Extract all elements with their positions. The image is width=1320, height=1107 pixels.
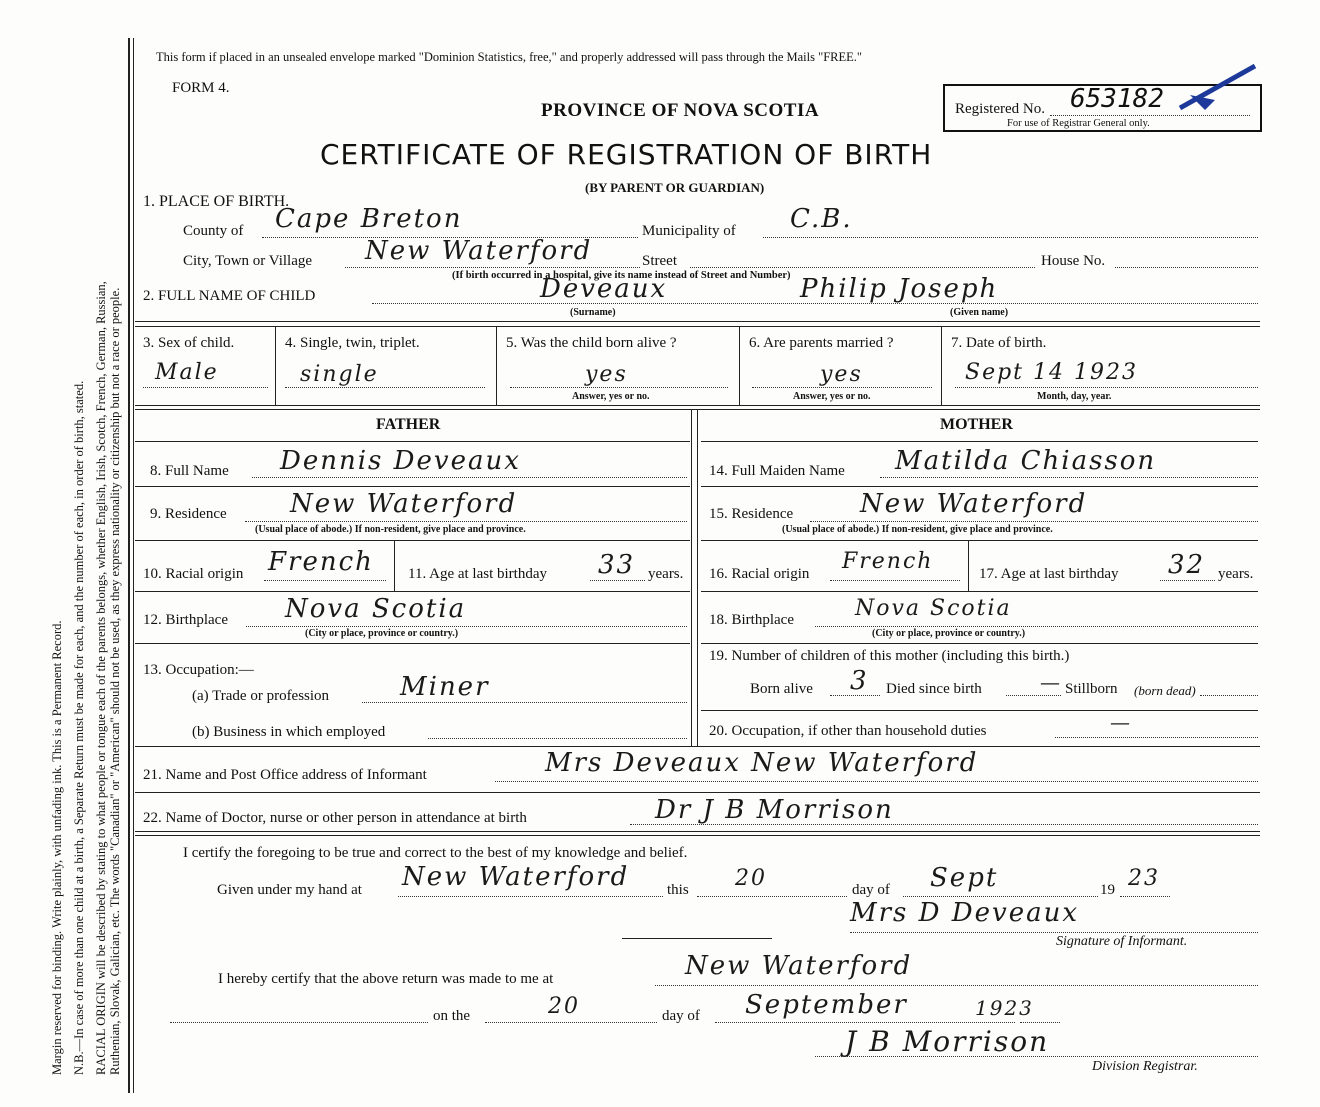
registrar-dayof-label: day of — [662, 1008, 700, 1024]
mother-birthplace-label: 18. Birthplace — [709, 612, 794, 628]
certificate-subtitle: (BY PARENT OR GUARDIAN) — [585, 180, 765, 195]
stillborn-note: (born dead) — [1134, 683, 1196, 698]
certify-month: Sept — [930, 863, 999, 893]
died-label: Died since birth — [886, 681, 982, 697]
margin-note-binding: Margin reserved for binding. Write plainly, with unfading ink. This is a Permanent Record. — [50, 620, 64, 1075]
mother-residence-label: 15. Residence — [709, 506, 794, 522]
father-age-value: 33 — [598, 550, 636, 580]
father-age-unit: years. — [648, 566, 684, 582]
trade-label: (a) Trade or profession — [192, 688, 330, 704]
child-name-label: 2. FULL NAME OF CHILD — [143, 288, 316, 304]
born-alive-value: 3 — [850, 666, 869, 696]
married-label: 6. Are parents married ? — [749, 335, 894, 351]
mother-name-value: Matilda Chiasson — [895, 446, 1157, 476]
sex-value: Male — [155, 360, 219, 385]
dob-value: Sept 14 1923 — [965, 360, 1138, 385]
registrar-title: Division Registrar. — [1092, 1059, 1198, 1074]
mother-residence-value: New Waterford — [860, 489, 1088, 519]
margin-note-racial-2: Ruthenian, Slovak, Galician, etc. The words "Canadian" or "American" should not be used, as they express nationality or citizenship but not a race or people. — [108, 287, 122, 1075]
margin-note-nb: N.B.—In case of more than one child at a birth, a Separate Return must be made for each, and the number of each, in order of birth, stated. — [72, 380, 86, 1075]
informant-signature: Mrs D Deveaux — [850, 898, 1079, 928]
multiple-label: 4. Single, twin, triplet. — [285, 335, 420, 351]
trade-value: Miner — [400, 672, 490, 702]
doctor-label: 22. Name of Doctor, nurse or other person in attendance at birth — [143, 810, 527, 826]
house-label: House No. — [1041, 253, 1106, 269]
father-race-value: French — [268, 547, 374, 577]
mother-residence-note: (Usual place of abode.) If non-resident, give place and province. — [782, 524, 1053, 535]
county-label: County of — [183, 223, 244, 239]
married-note: Answer, yes or no. — [793, 391, 871, 402]
informant-label: 21. Name and Post Office address of Informant — [143, 767, 427, 783]
alive-label: 5. Was the child born alive ? — [506, 335, 677, 351]
mother-age-label: 17. Age at last birthday — [979, 566, 1119, 582]
sex-label: 3. Sex of child. — [143, 335, 235, 351]
alive-value: yes — [585, 362, 628, 387]
margin-line-inner — [133, 38, 134, 1093]
married-value: yes — [820, 362, 863, 387]
registered-label: Registered No. — [955, 101, 1045, 117]
city-label: City, Town or Village — [183, 253, 313, 269]
mother-age-unit: years. — [1218, 566, 1254, 582]
father-name-label: 8. Full Name — [150, 463, 229, 479]
city-value: New Waterford — [365, 236, 593, 266]
child-given-name: Philip Joseph — [800, 274, 999, 304]
alive-note: Answer, yes or no. — [572, 391, 650, 402]
registrar-year: 1923 — [975, 996, 1034, 1020]
surname-note: (Surname) — [570, 307, 616, 318]
father-age-label: 11. Age at last birthday — [408, 566, 547, 582]
born-alive-label: Born alive — [750, 681, 813, 697]
top-notice: This form if placed in an unsealed envelope marked "Dominion Statistics, free," and properly addressed will pass through the Mails "FREE." — [156, 50, 863, 64]
stillborn-label: Stillborn — [1065, 681, 1118, 697]
mother-race-value: French — [842, 549, 934, 574]
registered-number: 653182 — [1070, 84, 1164, 114]
occupation-heading: 13. Occupation:— — [143, 662, 254, 678]
given-label: Given under my hand at — [217, 882, 362, 898]
certify-year-prefix: 19 — [1100, 882, 1115, 898]
father-birthplace-note: (City or place, province or country.) — [305, 628, 459, 639]
onthe-label: on the — [433, 1008, 471, 1024]
children-label: 19. Number of children of this mother (including this birth.) — [709, 648, 1070, 664]
father-heading: FATHER — [376, 416, 441, 433]
county-value: Cape Breton — [275, 204, 463, 234]
registrar-day: 20 — [548, 994, 580, 1019]
informant-value: Mrs Deveaux New Waterford — [545, 748, 979, 778]
registrar-text: I hereby certify that the above return was made to me at — [218, 971, 554, 987]
hospital-note: (If birth occurred in a hospital, give its name instead of Street and Number) — [452, 270, 791, 281]
margin-note-racial-1: RACIAL ORIGIN will be described by stating to what people or tongue each of the parents belongs, whether English, Irish, Scotch, French, German, Russian, — [94, 281, 108, 1075]
given-note: (Given name) — [950, 307, 1009, 318]
father-birthplace-label: 12. Birthplace — [143, 612, 228, 628]
margin-line — [128, 38, 130, 1093]
form-number: FORM 4. — [172, 80, 230, 96]
registrar-month: September — [745, 990, 908, 1020]
doctor-value: Dr J B Morrison — [655, 795, 894, 825]
certify-day: 20 — [735, 866, 767, 891]
father-residence-value: New Waterford — [290, 489, 518, 519]
registrar-place: New Waterford — [685, 951, 913, 981]
dob-note: Month, day, year. — [1037, 391, 1112, 402]
street-label: Street — [642, 253, 677, 269]
municipality-label: Municipality of — [642, 223, 736, 239]
mother-age-value: 32 — [1168, 550, 1206, 580]
father-race-label: 10. Racial origin — [143, 566, 244, 582]
mother-occupation-value: — — [1110, 710, 1132, 734]
this-label: this — [667, 882, 689, 898]
certify-text: I certify the foregoing to be true and correct to the best of my knowledge and belief. — [183, 845, 688, 861]
pen-mark-icon — [1175, 60, 1265, 115]
father-residence-label: 9. Residence — [150, 506, 227, 522]
dob-label: 7. Date of birth. — [951, 335, 1047, 351]
municipality-value: C.B. — [790, 204, 853, 234]
child-surname: Deveaux — [540, 274, 668, 304]
mother-race-label: 16. Racial origin — [709, 566, 810, 582]
died-value: — — [1040, 670, 1062, 694]
father-residence-note: (Usual place of abode.) If non-resident, give place and province. — [255, 524, 526, 535]
mother-heading: MOTHER — [940, 416, 1013, 433]
certify-dayof-label: day of — [852, 882, 890, 898]
father-birthplace-value: Nova Scotia — [285, 594, 467, 624]
given-place: New Waterford — [402, 862, 630, 892]
mother-birthplace-value: Nova Scotia — [855, 596, 1012, 621]
multiple-value: single — [300, 362, 379, 387]
registered-note: For use of Registrar General only. — [1007, 118, 1150, 129]
place-of-birth-heading: 1. PLACE OF BIRTH. — [143, 193, 290, 210]
informant-signature-label: Signature of Informant. — [1056, 934, 1188, 949]
father-name-value: Dennis Deveaux — [280, 446, 521, 476]
certify-year: 23 — [1128, 866, 1160, 891]
business-label: (b) Business in which employed — [192, 724, 386, 740]
mother-name-label: 14. Full Maiden Name — [709, 463, 845, 479]
mother-occupation-label: 20. Occupation, if other than household duties — [709, 723, 987, 739]
mother-birthplace-note: (City or place, province or country.) — [872, 628, 1026, 639]
province-heading: PROVINCE OF NOVA SCOTIA — [541, 100, 820, 121]
certificate-title: CERTIFICATE OF REGISTRATION OF BIRTH — [320, 138, 933, 171]
registrar-signature: J B Morrison — [845, 1025, 1050, 1058]
